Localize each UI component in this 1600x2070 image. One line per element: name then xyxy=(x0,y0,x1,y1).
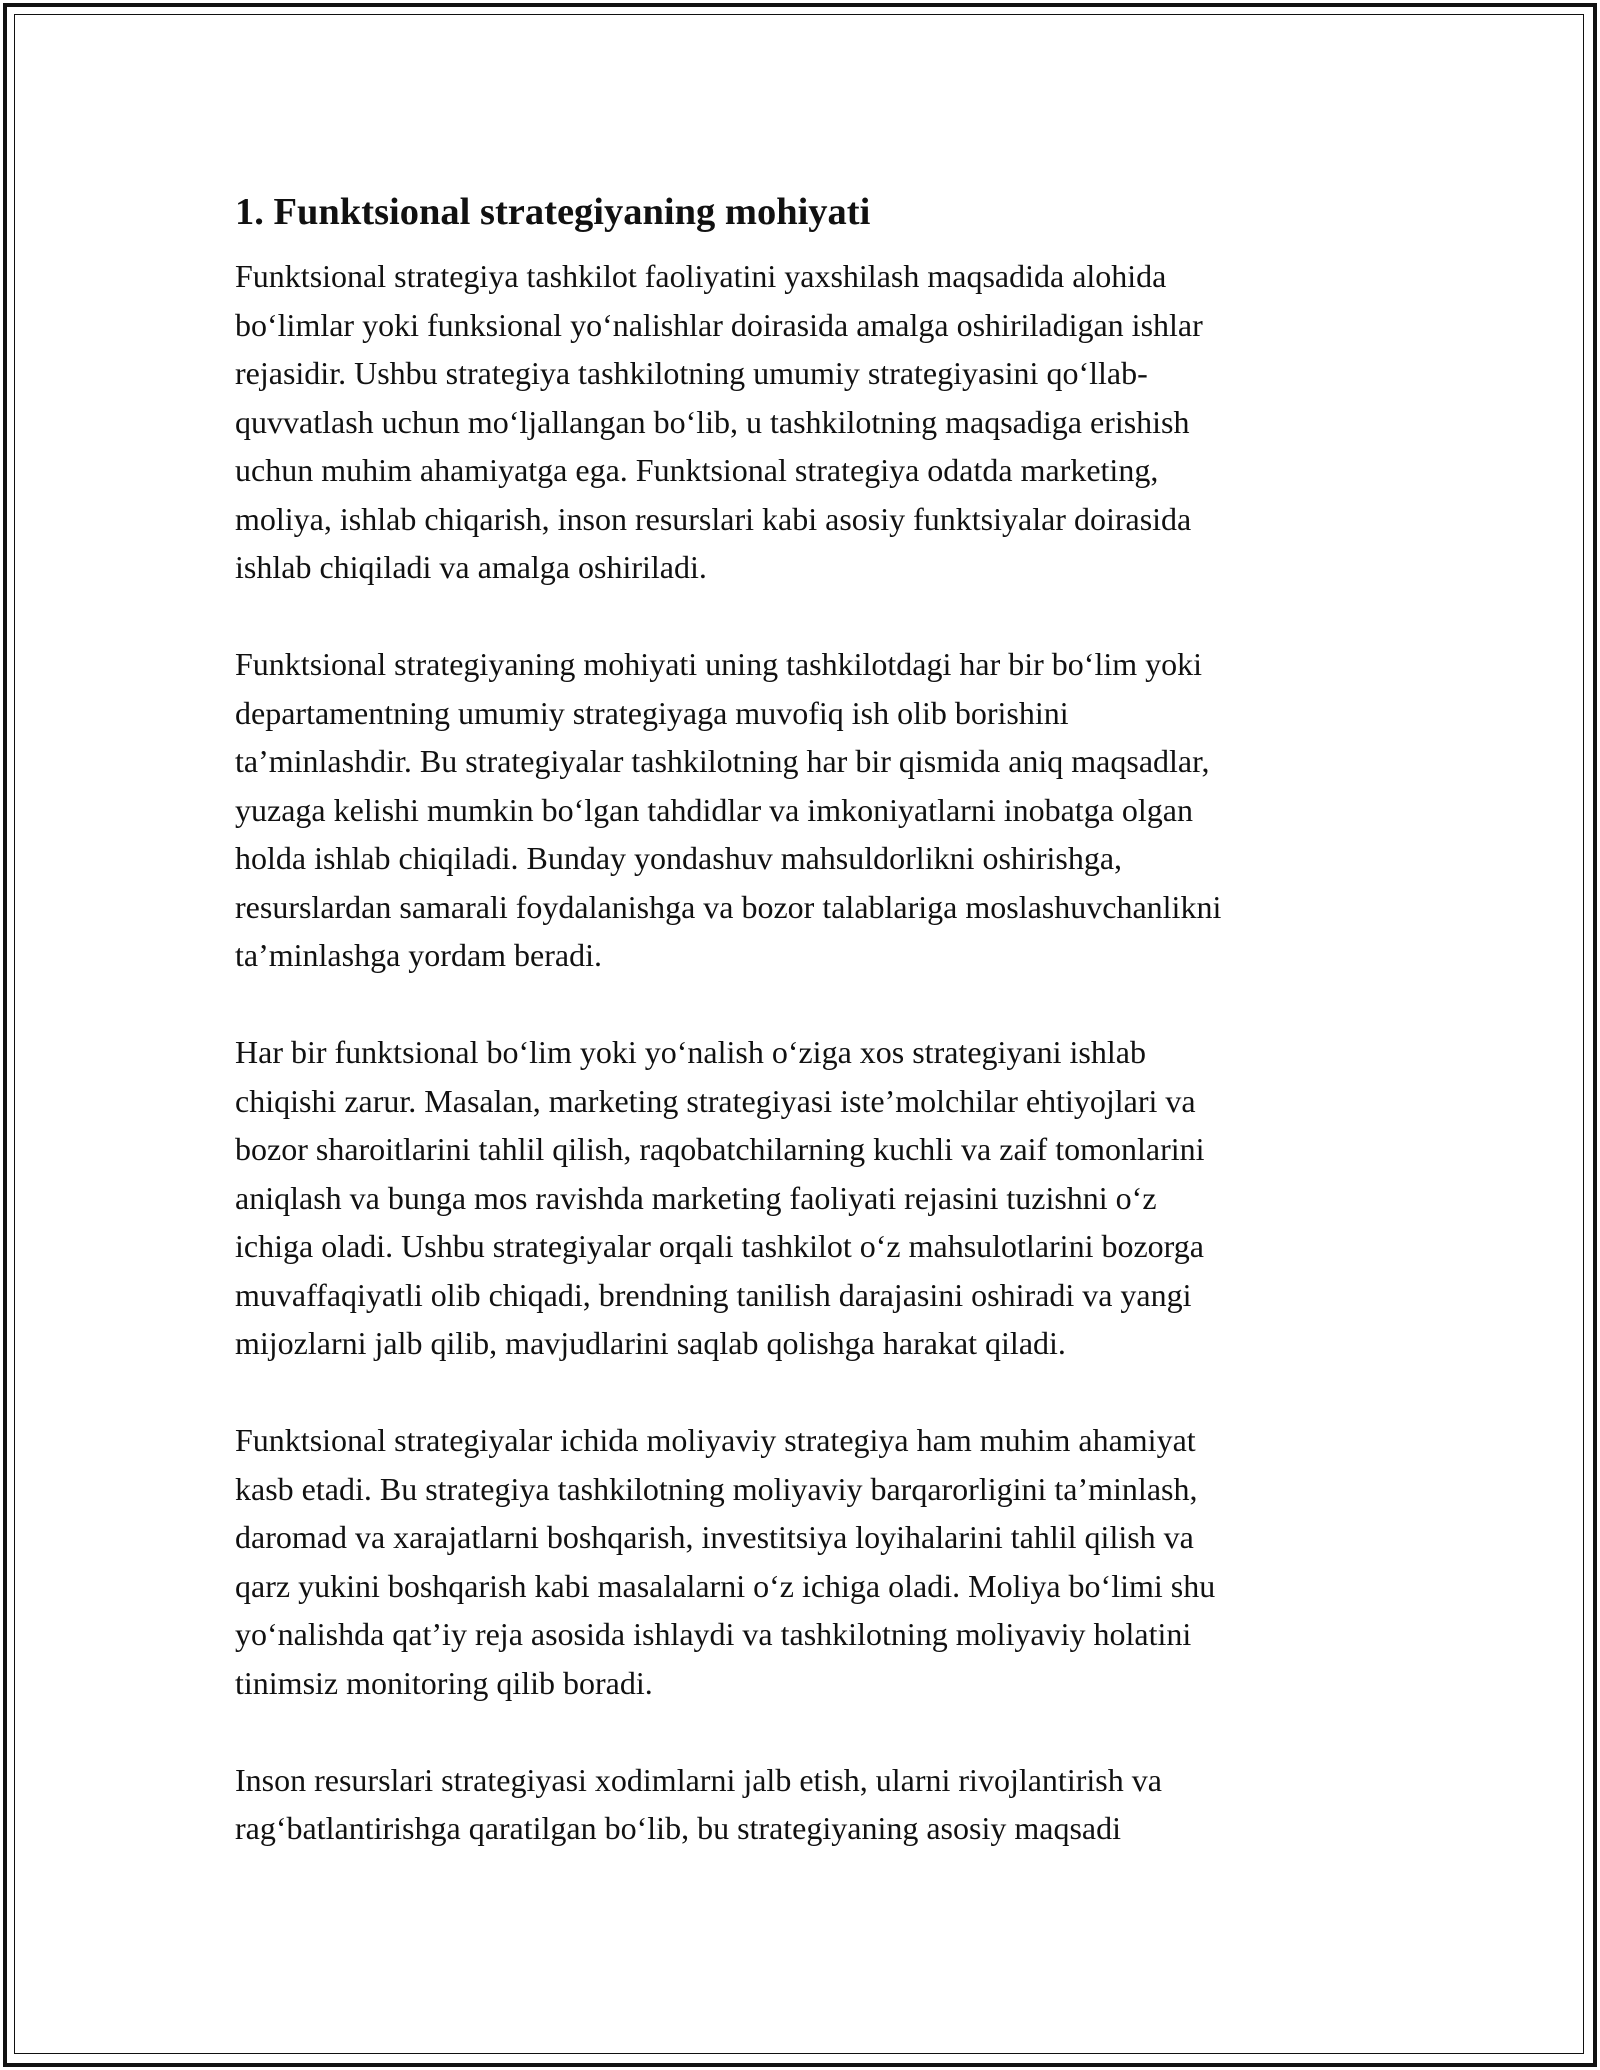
document-body xyxy=(235,186,1385,1901)
paragraph-line: ta’minlashga yordam beradi. xyxy=(235,937,602,973)
paragraph-line: holda ishlab chiqiladi. Bunday yondashuv mahsuldorlikni oshirishga, xyxy=(235,840,1123,876)
paragraph-line: qarz yukini boshqarish kabi masalalarni o‘z ichiga oladi. Moliya bo‘limi shu xyxy=(235,1567,1216,1604)
paragraph-line: Har bir funktsional bo‘lim yoki yo‘nalish o‘ziga xos strategiyani ishlab xyxy=(235,1034,1146,1070)
paragraph-line: moliya, ishlab chiqarish, inson resurslari kabi asosiy funktsiyalar doirasida xyxy=(235,500,1192,537)
paragraph xyxy=(235,640,1385,980)
paragraph xyxy=(235,1028,1385,1368)
paragraph-line: mijozlarni jalb qilib, mavjudlarini saqlab qolishga harakat qiladi. xyxy=(235,1325,1066,1361)
paragraph-line: quvvatlash uchun mo‘ljallangan bo‘lib, u tashkilotning maqsadiga erishish xyxy=(235,403,1190,440)
paragraph-line: rejasidir. Ushbu strategiya tashkilotning umumiy strategiyasini qo‘llab- xyxy=(235,355,1148,391)
paragraph-line: ichiga oladi. Ushbu strategiyalar orqali tashkilot o‘z mahsulotlarini bozorga xyxy=(235,1228,1204,1264)
paragraph-line: daromad va xarajatlarni boshqarish, investitsiya loyihalarini tahlil qilish va xyxy=(235,1519,1194,1555)
paragraph-line: departamentning umumiy strategiyaga muvofiq ish olib borishini xyxy=(235,694,1069,731)
paragraph xyxy=(235,1756,1385,1853)
paragraph-line: uchun muhim ahamiyatga ega. Funktsional strategiya odatda marketing, xyxy=(235,452,1159,488)
paragraph-line: Funktsional strategiya tashkilot faoliyatini yaxshilash maqsadida alohida xyxy=(235,258,1167,294)
paragraph-line: Funktsional strategiyaning mohiyati uning tashkilotdagi har bir bo‘lim yoki xyxy=(235,646,1202,682)
paragraph-line: resurslardan samarali foydalanishga va bozor talablariga moslashuvchanlikni xyxy=(235,888,1222,925)
paragraph xyxy=(235,1416,1385,1707)
paragraph-line: Funktsional strategiyalar ichida moliyaviy strategiya ham muhim ahamiyat xyxy=(235,1422,1196,1458)
paragraph-line: chiqishi zarur. Masalan, marketing strategiyasi iste’molchilar ehtiyojlari va xyxy=(235,1082,1196,1119)
paragraph xyxy=(235,252,1385,592)
paragraph-line: muvaffaqiyatli olib chiqadi, brendning tanilish darajasini oshiradi va yangi xyxy=(235,1276,1192,1313)
paragraph-line: ta’minlashdir. Bu strategiyalar tashkilotning har bir qismida aniq maqsadlar, xyxy=(235,743,1210,779)
paragraph-line: ishlab chiqiladi va amalga oshiriladi. xyxy=(235,549,707,585)
paragraph-line: Inson resurslari strategiyasi xodimlarni jalb etish, ularni rivojlantirish va xyxy=(235,1761,1162,1798)
paragraph-line: tinimsiz monitoring qilib boradi. xyxy=(235,1664,653,1701)
paragraph-line: rag‘batlantirishga qaratilgan bo‘lib, bu strategiyaning asosiy maqsadi xyxy=(235,1810,1121,1846)
paragraph-line: aniqlash va bunga mos ravishda marketing faoliyati rejasini tuzishni o‘z xyxy=(235,1179,1157,1216)
section-heading: 1. Funktsional strategiyaning mohiyati xyxy=(235,191,871,233)
paragraph-line: bozor sharoitlarini tahlil qilish, raqobatchilarning kuchli va zaif tomonlarini xyxy=(235,1131,1205,1167)
paragraph-line: bo‘limlar yoki funksional yo‘nalishlar doirasida amalga oshiriladigan ishlar xyxy=(235,306,1203,343)
paragraph-line: kasb etadi. Bu strategiya tashkilotning moliyaviy barqarorligini ta’minlash, xyxy=(235,1470,1198,1507)
paragraph-list xyxy=(235,252,1385,1853)
paragraph-line: yuzaga kelishi mumkin bo‘lgan tahdidlar va imkoniyatlarni inobatga olgan xyxy=(235,791,1193,828)
paragraph-line: yo‘nalishda qat’iy reja asosida ishlaydi va tashkilotning moliyaviy holatini xyxy=(235,1616,1192,1652)
